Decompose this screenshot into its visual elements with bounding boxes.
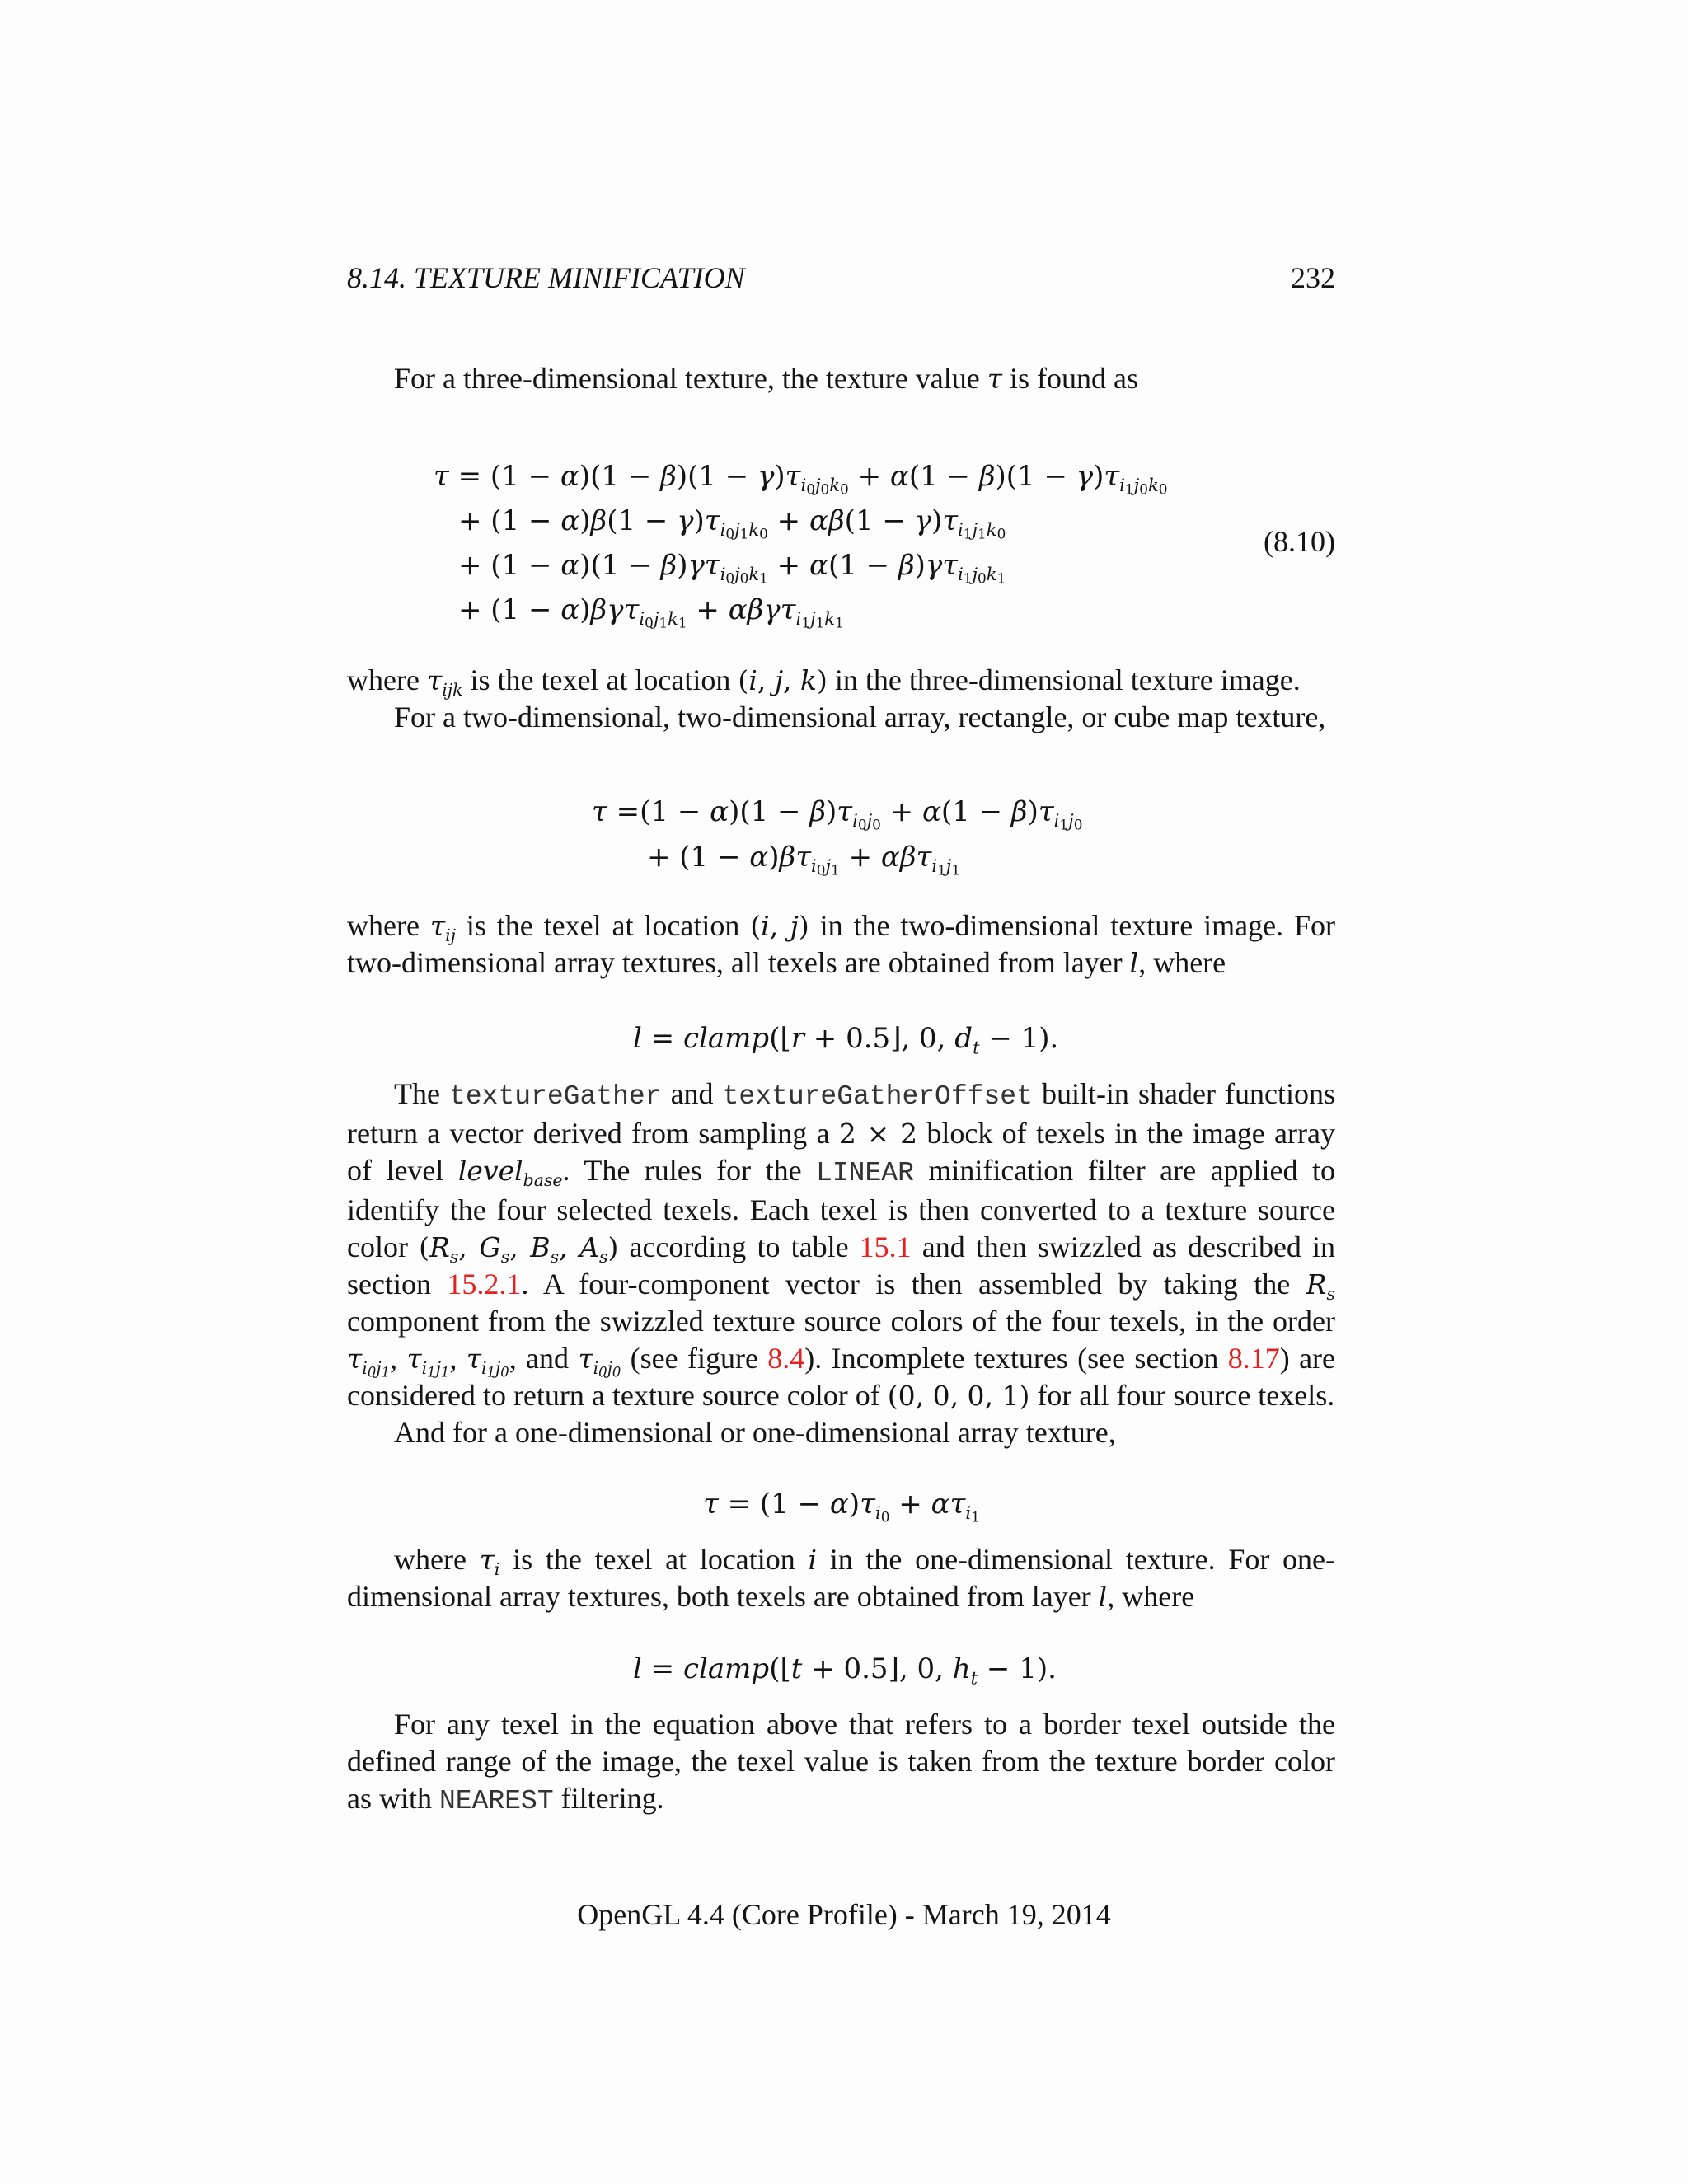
intro-1d: And for a one-dimensional or one-dimensional array texture, bbox=[394, 1416, 1116, 1449]
link-section-15-2-1[interactable]: 15.2.1 bbox=[447, 1268, 522, 1301]
equation-3d-line-4: + (1 − α)βγτ$_{i_0j_1k_1}$ + αβγτ$_{i_1j_1k_1}$ bbox=[458, 593, 844, 631]
equation-3d-line-2: + $(1 - \alpha)\beta(1 - \gamma)\tau_{i_0j_1k_0} + \alpha\beta(1 - \gamma)\tau_{i_1j_1k_0}$ bbox=[458, 504, 1006, 542]
func-texture-gather: textureGather bbox=[449, 1081, 662, 1112]
paragraph-where-1d: where $\tau_i$ is the texel at location i in the one-dimensional texture. For one-dimensional array textures, both texels are obtained from layer l, where bbox=[347, 1543, 1335, 1613]
intro-3d: For a three-dimensional texture, the texture value τ is found as bbox=[394, 362, 1139, 395]
paragraph-where-2d: where $\tau_{ij}$ is the texel at location (i, j) in the two-dimensional texture image. For two-dimensional array textures, all texels are obtained from layer l, where bbox=[347, 909, 1335, 979]
link-section-8-17[interactable]: 8.17 bbox=[1227, 1342, 1280, 1375]
equation-1d: $\tau = (1 - \alpha)\tau_{i_0} + \alpha\tau_{i_1}$ bbox=[703, 1488, 980, 1526]
section-header: 8.14. TEXTURE MINIFICATION bbox=[347, 261, 745, 294]
paragraph-texture-gather: The textureGather and textureGatherOffset built-in shader functions return a vector derived from sampling a 2 × 2 block of texels in the image array of level level$_{base}$. The rules for the LINEAR minification filter are applied to identify the four selected texels. Each texel is then converted to a texture source color ($R_s$, $G_s$, $B_s$, $A_s$) according to table 15.1 and then swizzled as described in section 15.2.1. A four-component vector is then assembled by taking the $R_s$ component from the swizzled texture source colors of the four texels, in the order $\tau_{i_0j_1}$, $\tau_{i_1j_1}$, $\tau_{i_1j_0}$, and $\tau_{i_0j_0}$ (see figure 8.4). Incomplete textures (see section 8.17) are considered to return a texture source color of (0, 0, 0, 1) for all four source texels. And for a one-dimensional or one-dimensional array texture, bbox=[347, 1076, 1335, 1451]
page-number: 232 bbox=[1291, 261, 1335, 294]
border-text: For any texel in the equation above that refers to a border texel outside the defined range of the image, the texel value is taken from the texture border color as with bbox=[347, 1708, 1335, 1815]
equation-2d-line-2: + $(1 - \alpha)\beta\tau_{i_0j_1} + \alpha\beta\tau_{i_1j_1}$ bbox=[647, 841, 961, 879]
equation-2d-line-1: $\tau =(1 - \alpha)(1 - \beta)\tau_{i_0j_0} + \alpha(1 - \beta)\tau_{i_1j_0}$ bbox=[592, 795, 1083, 833]
equation-3d-line-1: $\tau = (1 - \alpha)(1 - \beta)(1 - \gamma)\tau_{i_0j_0k_0} + \alpha(1 - \beta)(1 - \gamma)\tau_{i_1j_0k_0}$ bbox=[434, 460, 1168, 498]
border-text-end: filtering. bbox=[560, 1782, 664, 1815]
paragraph-where-3d: where $\tau_{ijk}$ is the texel at location (i, j, k) in the three-dimensional texture image. For a two-dimensional, two-dimensional array, rectangle, or cube map texture, bbox=[347, 662, 1335, 736]
page-footer: OpenGL 4.4 (Core Profile) - March 19, 2014 bbox=[577, 1898, 1111, 1931]
intro-2d: For a two-dimensional, two-dimensional array, rectangle, or cube map texture, bbox=[394, 701, 1326, 733]
equation-number: (8.10) bbox=[1264, 525, 1335, 558]
equation-3d-line-3: + $(1 - \alpha)(1 - \beta)\gamma\tau_{i_0j_0k_1} + \alpha(1 - \beta)\gamma\tau_{i_1j_0k_1}$ bbox=[458, 549, 1006, 587]
equation-layer-1d: l = clamp(⌊t + 0.5⌋, 0, $h_t - 1$). bbox=[633, 1652, 1057, 1689]
filter-nearest: NEAREST bbox=[439, 1786, 554, 1816]
equation-layer-2d: l = clamp(⌊r + 0.5⌋, 0, $d_t - 1$). bbox=[633, 1022, 1059, 1058]
func-texture-gather-offset: textureGatherOffset bbox=[722, 1081, 1033, 1112]
filter-linear: LINEAR bbox=[816, 1158, 914, 1188]
link-table-15-1[interactable]: 15.1 bbox=[859, 1230, 912, 1263]
link-figure-8-4[interactable]: 8.4 bbox=[767, 1342, 805, 1375]
paragraph-border bbox=[347, 1706, 1335, 1820]
